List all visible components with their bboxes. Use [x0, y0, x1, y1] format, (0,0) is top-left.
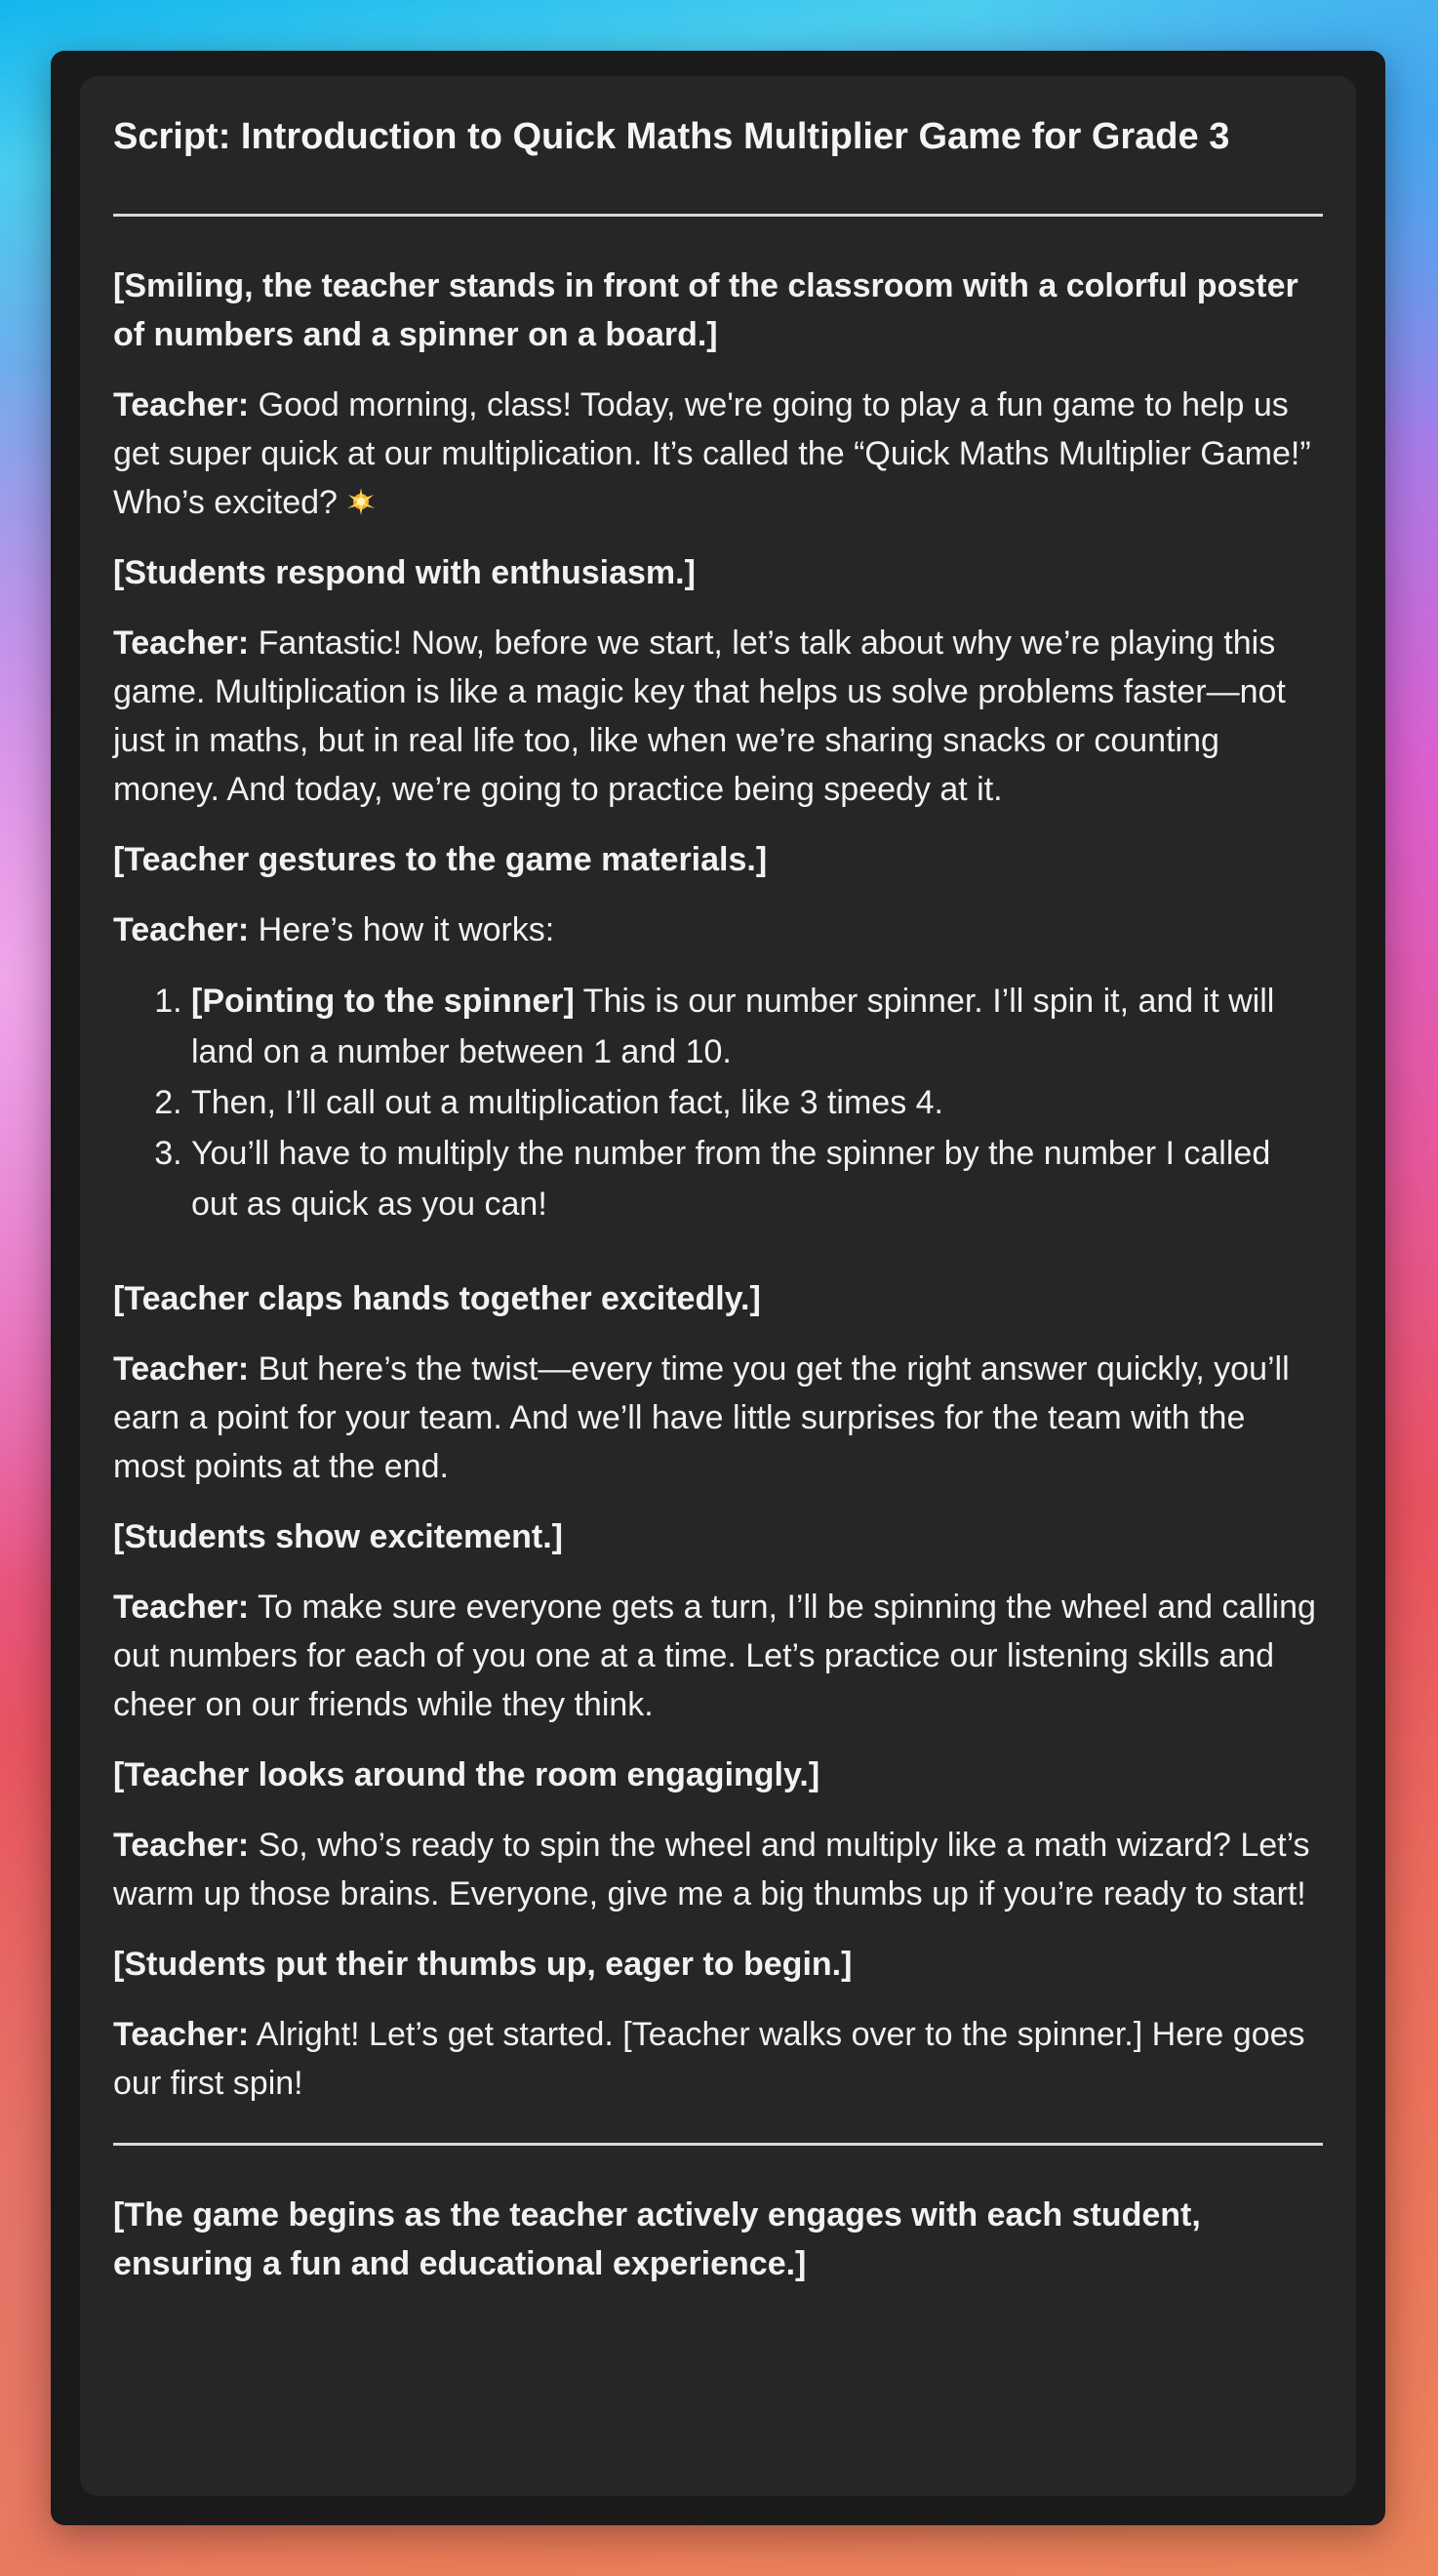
speaker-label: Teacher:: [113, 1827, 250, 1864]
dialogue-text: Fantastic! Now, before we start, let’s talk about why we’re playing this game. Multiplication is like a magic key that helps us solve problems faster—not just in maths, but in real life too, like when we’re sharing snacks or counting money. And today, we’re going to practice being speedy at it.: [113, 624, 1286, 808]
script-card: [80, 76, 1356, 2496]
script-title: Script: Introduction to Quick Maths Multiplier Game for Grade 3: [113, 116, 1230, 157]
teacher-line-turns: [113, 1583, 1323, 1729]
list-item: [191, 976, 1323, 1077]
stage-direction-looks: [Teacher looks around the room engagingly.]: [113, 1756, 820, 1793]
teacher-line-how: [113, 906, 1323, 954]
dialogue-text: Good morning, class! Today, we're going to play a fun game to help us get super quick at our multiplication. It’s called the “Quick Maths Multiplier Game!” Who’s excited?: [113, 386, 1311, 521]
game-steps-list: [113, 976, 1323, 1229]
dialogue-text: To make sure everyone gets a turn, I’ll be spinning the wheel and calling out numbers for each of you one at a time. Let’s practice our listening skills and cheer on our friends while they think.: [113, 1589, 1316, 1723]
teacher-line-twist: [113, 1345, 1323, 1491]
dialogue-text: Alright! Let’s get started. [Teacher walks over to the spinner.] Here goes our first spin!: [113, 2016, 1305, 2102]
list-item: [191, 1077, 1323, 1128]
step-cue: [Pointing to the spinner]: [191, 983, 575, 1020]
speaker-label: Teacher:: [113, 911, 250, 948]
top-divider: [113, 214, 1323, 217]
dialogue-text: So, who’s ready to spin the wheel and multiply like a math wizard? Let’s warm up those brains. Everyone, give me a big thumbs up if you’re ready to start!: [113, 1827, 1310, 1912]
stage-direction-claps: [Teacher claps hands together excitedly.]: [113, 1280, 761, 1317]
bottom-divider: [113, 2143, 1323, 2146]
teacher-line-ready: [113, 1821, 1323, 1918]
step-text: This is our number spinner. I’ll spin it, and it will land on a number between 1 and 10.: [191, 983, 1275, 1070]
dialogue-text: But here’s the twist—every time you get the right answer quickly, you’ll earn a point for your team. And we’ll have little surprises for the team with the most points at the end.: [113, 1350, 1290, 1485]
step-text: You’ll have to multiply the number from the spinner by the number I called out as quick as you can!: [191, 1135, 1271, 1223]
speaker-label: Teacher:: [113, 624, 250, 662]
sparkle-emoji-icon: [346, 481, 376, 510]
teacher-line-start: [113, 2010, 1323, 2108]
speaker-label: Teacher:: [113, 1350, 250, 1388]
stage-direction-enthusiasm: [Students respond with enthusiasm.]: [113, 554, 696, 591]
stage-direction-gestures: [Teacher gestures to the game materials.]: [113, 841, 768, 878]
step-text: Then, I’ll call out a multiplication fact, like 3 times 4.: [191, 1084, 943, 1121]
teacher-line-why: [113, 619, 1323, 814]
speaker-label: Teacher:: [113, 386, 250, 423]
stage-direction-excitement: [Students show excitement.]: [113, 1518, 563, 1555]
stage-direction-closing: [The game begins as the teacher actively engages with each student, ensuring a fun and educational experience.]: [113, 2196, 1201, 2282]
dialogue-text: Here’s how it works:: [249, 911, 555, 948]
teacher-line-greeting: [113, 381, 1323, 527]
speaker-label: Teacher:: [113, 2016, 250, 2053]
stage-direction-intro: [Smiling, the teacher stands in front of the classroom with a colorful poster of numbers and a spinner on a board.]: [113, 267, 1298, 353]
speaker-label: Teacher:: [113, 1589, 250, 1626]
stage-direction-thumbs: [Students put their thumbs up, eager to begin.]: [113, 1946, 853, 1983]
list-item: [191, 1128, 1323, 1229]
